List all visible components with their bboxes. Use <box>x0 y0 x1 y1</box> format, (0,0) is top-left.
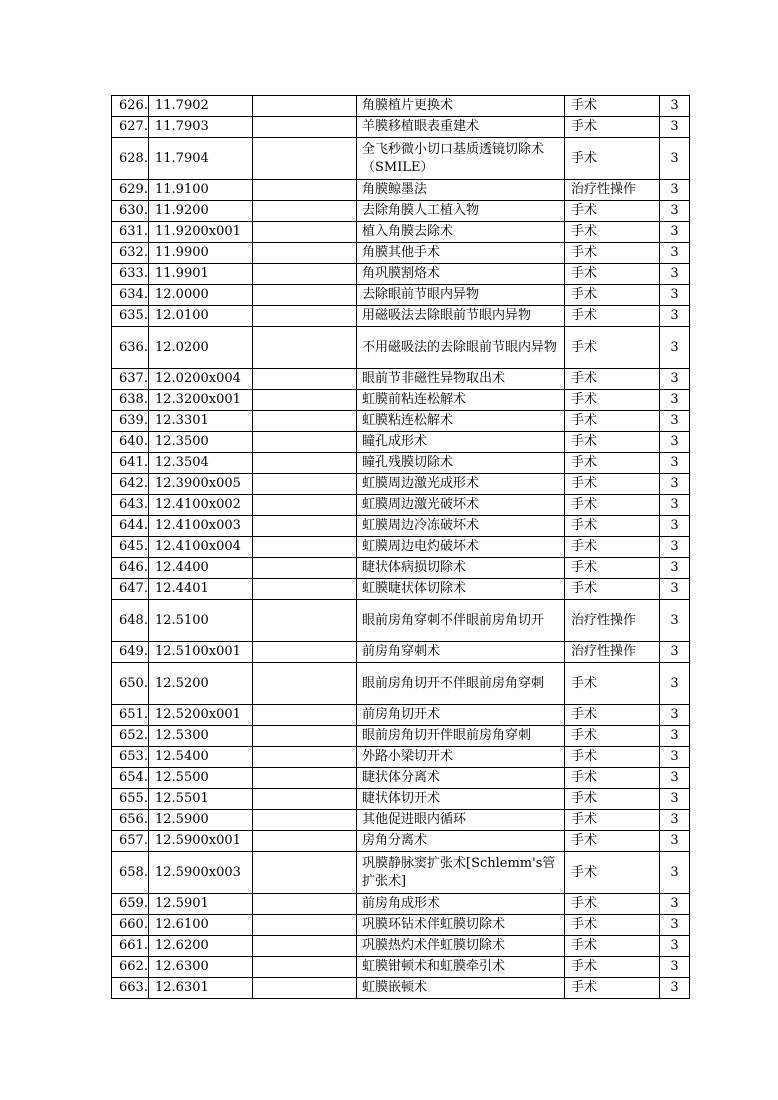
procedure-code: 12.5500 <box>149 768 253 789</box>
procedure-name: 用磁吸法去除眼前节眼内异物 <box>357 306 565 327</box>
blank-cell <box>253 411 357 432</box>
table-row <box>112 726 690 747</box>
row-number: 656. <box>112 810 149 831</box>
blank-cell <box>253 243 357 264</box>
blank-cell <box>253 768 357 789</box>
procedure-code: 11.7902 <box>149 96 253 117</box>
blank-cell <box>253 600 357 642</box>
table-row <box>112 474 690 495</box>
procedure-type: 手术 <box>565 495 660 516</box>
procedure-name: 瞳孔残膜切除术 <box>357 453 565 474</box>
blank-cell <box>253 789 357 810</box>
procedure-code: 12.6301 <box>149 978 253 999</box>
procedure-type: 手术 <box>565 726 660 747</box>
procedure-type: 手术 <box>565 474 660 495</box>
procedure-type: 手术 <box>565 579 660 600</box>
procedure-name: 眼前节非磁性异物取出术 <box>357 369 565 390</box>
row-number: 642. <box>112 474 149 495</box>
table-row <box>112 642 690 663</box>
blank-cell <box>253 369 357 390</box>
row-number: 637. <box>112 369 149 390</box>
procedure-type: 手术 <box>565 936 660 957</box>
table-row <box>112 768 690 789</box>
blank-cell <box>253 747 357 768</box>
blank-cell <box>253 915 357 936</box>
procedure-level: 3 <box>660 495 690 516</box>
procedure-level: 3 <box>660 663 690 705</box>
table-row <box>112 831 690 852</box>
blank-cell <box>253 894 357 915</box>
procedure-level: 3 <box>660 768 690 789</box>
row-number: 646. <box>112 558 149 579</box>
row-number: 628. <box>112 138 149 180</box>
blank-cell <box>253 264 357 285</box>
blank-cell <box>253 516 357 537</box>
row-number: 641. <box>112 453 149 474</box>
procedure-type: 手术 <box>565 327 660 369</box>
table-row <box>112 411 690 432</box>
row-number: 652. <box>112 726 149 747</box>
row-number: 632. <box>112 243 149 264</box>
procedure-code: 12.4100x002 <box>149 495 253 516</box>
procedure-type: 治疗性操作 <box>565 180 660 201</box>
procedure-level: 3 <box>660 117 690 138</box>
procedure-name: 去除角膜人工植入物 <box>357 201 565 222</box>
procedure-level: 3 <box>660 789 690 810</box>
procedure-name: 全飞秒微小切口基质透镜切除术（SMILE） <box>357 138 565 180</box>
row-number: 653. <box>112 747 149 768</box>
procedure-code: 12.3900x005 <box>149 474 253 495</box>
procedure-type: 手术 <box>565 978 660 999</box>
procedure-type: 手术 <box>565 705 660 726</box>
procedure-code: 12.0200 <box>149 327 253 369</box>
procedure-code: 12.5900x003 <box>149 852 253 894</box>
procedure-name: 巩膜环钻术伴虹膜切除术 <box>357 915 565 936</box>
procedure-name: 眼前房角穿刺不伴眼前房角切开 <box>357 600 565 642</box>
procedure-code: 11.7904 <box>149 138 253 180</box>
procedure-code: 12.5400 <box>149 747 253 768</box>
procedure-code: 12.5200 <box>149 663 253 705</box>
procedure-type: 手术 <box>565 453 660 474</box>
procedure-code: 11.9901 <box>149 264 253 285</box>
procedure-name: 羊膜移植眼表重建术 <box>357 117 565 138</box>
row-number: 638. <box>112 390 149 411</box>
blank-cell <box>253 936 357 957</box>
blank-cell <box>253 138 357 180</box>
table-row <box>112 537 690 558</box>
procedure-name: 虹膜周边冷冻破坏术 <box>357 516 565 537</box>
procedure-level: 3 <box>660 558 690 579</box>
procedure-type: 手术 <box>565 285 660 306</box>
procedure-code: 12.4401 <box>149 579 253 600</box>
table-row <box>112 915 690 936</box>
procedure-level: 3 <box>660 327 690 369</box>
table-row <box>112 201 690 222</box>
procedure-level: 3 <box>660 306 690 327</box>
procedure-type: 手术 <box>565 96 660 117</box>
procedure-name: 角膜鲸墨法 <box>357 180 565 201</box>
procedure-code: 12.3500 <box>149 432 253 453</box>
row-number: 633. <box>112 264 149 285</box>
procedure-name: 虹膜周边电灼破坏术 <box>357 537 565 558</box>
procedure-type: 手术 <box>565 558 660 579</box>
procedure-level: 3 <box>660 390 690 411</box>
table-row <box>112 369 690 390</box>
row-number: 645. <box>112 537 149 558</box>
procedure-level: 3 <box>660 705 690 726</box>
row-number: 635. <box>112 306 149 327</box>
procedure-code: 12.0200x004 <box>149 369 253 390</box>
table-row <box>112 705 690 726</box>
procedure-name: 虹膜周边激光成形术 <box>357 474 565 495</box>
table-row <box>112 558 690 579</box>
procedure-level: 3 <box>660 138 690 180</box>
blank-cell <box>253 327 357 369</box>
procedure-level: 3 <box>660 432 690 453</box>
row-number: 657. <box>112 831 149 852</box>
row-number: 636. <box>112 327 149 369</box>
procedure-code: 11.9100 <box>149 180 253 201</box>
procedure-level: 3 <box>660 411 690 432</box>
procedure-code: 11.7903 <box>149 117 253 138</box>
table-row <box>112 306 690 327</box>
table-row <box>112 222 690 243</box>
procedure-code: 11.9200 <box>149 201 253 222</box>
blank-cell <box>253 495 357 516</box>
procedure-code: 12.5900x001 <box>149 831 253 852</box>
table-row <box>112 180 690 201</box>
procedure-type: 手术 <box>565 852 660 894</box>
procedure-code: 12.0100 <box>149 306 253 327</box>
row-number: 655. <box>112 789 149 810</box>
procedure-type: 手术 <box>565 411 660 432</box>
blank-cell <box>253 117 357 138</box>
procedure-code: 12.5100x001 <box>149 642 253 663</box>
table-row <box>112 747 690 768</box>
table-row <box>112 894 690 915</box>
procedure-level: 3 <box>660 747 690 768</box>
procedure-level: 3 <box>660 957 690 978</box>
procedure-level: 3 <box>660 726 690 747</box>
procedure-level: 3 <box>660 201 690 222</box>
row-number: 658. <box>112 852 149 894</box>
blank-cell <box>253 558 357 579</box>
procedure-type: 手术 <box>565 222 660 243</box>
table-row <box>112 432 690 453</box>
procedure-type: 治疗性操作 <box>565 642 660 663</box>
blank-cell <box>253 705 357 726</box>
table-row <box>112 852 690 894</box>
procedure-level: 3 <box>660 831 690 852</box>
blank-cell <box>253 978 357 999</box>
procedure-name: 虹膜睫状体切除术 <box>357 579 565 600</box>
procedure-code: 11.9200x001 <box>149 222 253 243</box>
procedure-name: 其他促进眼内循环 <box>357 810 565 831</box>
table-row <box>112 936 690 957</box>
procedure-name: 房角分离术 <box>357 831 565 852</box>
row-number: 640. <box>112 432 149 453</box>
procedure-level: 3 <box>660 852 690 894</box>
table-row <box>112 579 690 600</box>
blank-cell <box>253 663 357 705</box>
blank-cell <box>253 180 357 201</box>
procedure-level: 3 <box>660 642 690 663</box>
row-number: 634. <box>112 285 149 306</box>
procedure-level: 3 <box>660 243 690 264</box>
procedure-name: 巩膜热灼术伴虹膜切除术 <box>357 936 565 957</box>
row-number: 651. <box>112 705 149 726</box>
procedure-code: 12.5300 <box>149 726 253 747</box>
procedure-name: 睫状体病损切除术 <box>357 558 565 579</box>
table-row <box>112 117 690 138</box>
procedure-type: 手术 <box>565 390 660 411</box>
row-number: 648. <box>112 600 149 642</box>
procedure-name: 睫状体分离术 <box>357 768 565 789</box>
procedure-type: 手术 <box>565 243 660 264</box>
procedure-level: 3 <box>660 285 690 306</box>
blank-cell <box>253 285 357 306</box>
procedure-name: 外路小梁切开术 <box>357 747 565 768</box>
blank-cell <box>253 957 357 978</box>
table-row <box>112 138 690 180</box>
procedure-name: 眼前房角切开伴眼前房角穿刺 <box>357 726 565 747</box>
procedure-name: 前房角穿刺术 <box>357 642 565 663</box>
table-row <box>112 453 690 474</box>
procedure-name: 植入角膜去除术 <box>357 222 565 243</box>
procedure-code: 12.3200x001 <box>149 390 253 411</box>
table-row <box>112 663 690 705</box>
procedure-type: 手术 <box>565 957 660 978</box>
procedure-level: 3 <box>660 894 690 915</box>
procedure-name: 虹膜钳顿术和虹膜牵引术 <box>357 957 565 978</box>
table-row <box>112 96 690 117</box>
blank-cell <box>253 222 357 243</box>
procedure-name: 虹膜嵌顿术 <box>357 978 565 999</box>
procedure-level: 3 <box>660 222 690 243</box>
procedure-type: 手术 <box>565 915 660 936</box>
blank-cell <box>253 726 357 747</box>
table-row <box>112 516 690 537</box>
procedure-type: 手术 <box>565 831 660 852</box>
procedure-code: 12.4100x003 <box>149 516 253 537</box>
procedure-code: 12.4100x004 <box>149 537 253 558</box>
procedure-type: 手术 <box>565 894 660 915</box>
procedure-name: 虹膜前粘连松解术 <box>357 390 565 411</box>
procedure-code: 12.6100 <box>149 915 253 936</box>
row-number: 626. <box>112 96 149 117</box>
procedure-code: 12.3504 <box>149 453 253 474</box>
blank-cell <box>253 810 357 831</box>
procedure-name: 瞳孔成形术 <box>357 432 565 453</box>
table-row <box>112 243 690 264</box>
procedure-type: 手术 <box>565 432 660 453</box>
blank-cell <box>253 432 357 453</box>
procedure-name: 巩膜静脉窦扩张术[Schlemm's管扩张术] <box>357 852 565 894</box>
row-number: 627. <box>112 117 149 138</box>
procedure-type: 手术 <box>565 516 660 537</box>
procedure-name: 眼前房角切开不伴眼前房角穿刺 <box>357 663 565 705</box>
table-row <box>112 285 690 306</box>
procedure-name: 前房角成形术 <box>357 894 565 915</box>
row-number: 659. <box>112 894 149 915</box>
row-number: 654. <box>112 768 149 789</box>
procedure-level: 3 <box>660 579 690 600</box>
blank-cell <box>253 390 357 411</box>
table-row <box>112 390 690 411</box>
procedure-level: 3 <box>660 936 690 957</box>
procedure-type: 手术 <box>565 369 660 390</box>
row-number: 660. <box>112 915 149 936</box>
procedure-code: 12.5200x001 <box>149 705 253 726</box>
procedure-table <box>111 95 690 999</box>
procedure-level: 3 <box>660 537 690 558</box>
row-number: 643. <box>112 495 149 516</box>
blank-cell <box>253 96 357 117</box>
procedure-name: 不用磁吸法的去除眼前节眼内异物 <box>357 327 565 369</box>
procedure-name: 角膜植片更换术 <box>357 96 565 117</box>
blank-cell <box>253 474 357 495</box>
row-number: 662. <box>112 957 149 978</box>
procedure-name: 虹膜粘连松解术 <box>357 411 565 432</box>
procedure-type: 手术 <box>565 768 660 789</box>
procedure-type: 手术 <box>565 306 660 327</box>
row-number: 649. <box>112 642 149 663</box>
row-number: 639. <box>112 411 149 432</box>
procedure-level: 3 <box>660 810 690 831</box>
procedure-code: 12.6200 <box>149 936 253 957</box>
procedure-code: 11.9900 <box>149 243 253 264</box>
procedure-type: 手术 <box>565 138 660 180</box>
procedure-code: 12.6300 <box>149 957 253 978</box>
blank-cell <box>253 831 357 852</box>
procedure-level: 3 <box>660 915 690 936</box>
procedure-type: 手术 <box>565 537 660 558</box>
row-number: 631. <box>112 222 149 243</box>
procedure-type: 手术 <box>565 663 660 705</box>
procedure-type: 治疗性操作 <box>565 600 660 642</box>
row-number: 644. <box>112 516 149 537</box>
procedure-level: 3 <box>660 96 690 117</box>
table-row <box>112 264 690 285</box>
blank-cell <box>253 201 357 222</box>
procedure-code: 12.3301 <box>149 411 253 432</box>
procedure-code: 12.0000 <box>149 285 253 306</box>
table-row <box>112 327 690 369</box>
procedure-level: 3 <box>660 474 690 495</box>
row-number: 629. <box>112 180 149 201</box>
procedure-table-body <box>112 96 690 999</box>
procedure-type: 手术 <box>565 264 660 285</box>
table-row <box>112 978 690 999</box>
blank-cell <box>253 306 357 327</box>
procedure-code: 12.5501 <box>149 789 253 810</box>
blank-cell <box>253 453 357 474</box>
procedure-name: 角巩膜割烙术 <box>357 264 565 285</box>
table-row <box>112 789 690 810</box>
procedure-level: 3 <box>660 516 690 537</box>
row-number: 663. <box>112 978 149 999</box>
procedure-level: 3 <box>660 180 690 201</box>
procedure-code: 12.4400 <box>149 558 253 579</box>
procedure-type: 手术 <box>565 747 660 768</box>
procedure-type: 手术 <box>565 117 660 138</box>
row-number: 647. <box>112 579 149 600</box>
procedure-name: 前房角切开术 <box>357 705 565 726</box>
procedure-name: 睫状体切开术 <box>357 789 565 810</box>
procedure-level: 3 <box>660 453 690 474</box>
blank-cell <box>253 579 357 600</box>
procedure-level: 3 <box>660 264 690 285</box>
table-row <box>112 600 690 642</box>
procedure-name: 虹膜周边激光破坏术 <box>357 495 565 516</box>
blank-cell <box>253 537 357 558</box>
procedure-type: 手术 <box>565 810 660 831</box>
row-number: 650. <box>112 663 149 705</box>
table-row <box>112 957 690 978</box>
row-number: 661. <box>112 936 149 957</box>
procedure-code: 12.5100 <box>149 600 253 642</box>
table-row <box>112 810 690 831</box>
procedure-name: 去除眼前节眼内异物 <box>357 285 565 306</box>
table-row <box>112 495 690 516</box>
procedure-code: 12.5901 <box>149 894 253 915</box>
procedure-level: 3 <box>660 369 690 390</box>
procedure-level: 3 <box>660 978 690 999</box>
procedure-name: 角膜其他手术 <box>357 243 565 264</box>
row-number: 630. <box>112 201 149 222</box>
procedure-type: 手术 <box>565 201 660 222</box>
procedure-type: 手术 <box>565 789 660 810</box>
blank-cell <box>253 852 357 894</box>
procedure-code: 12.5900 <box>149 810 253 831</box>
blank-cell <box>253 642 357 663</box>
procedure-level: 3 <box>660 600 690 642</box>
